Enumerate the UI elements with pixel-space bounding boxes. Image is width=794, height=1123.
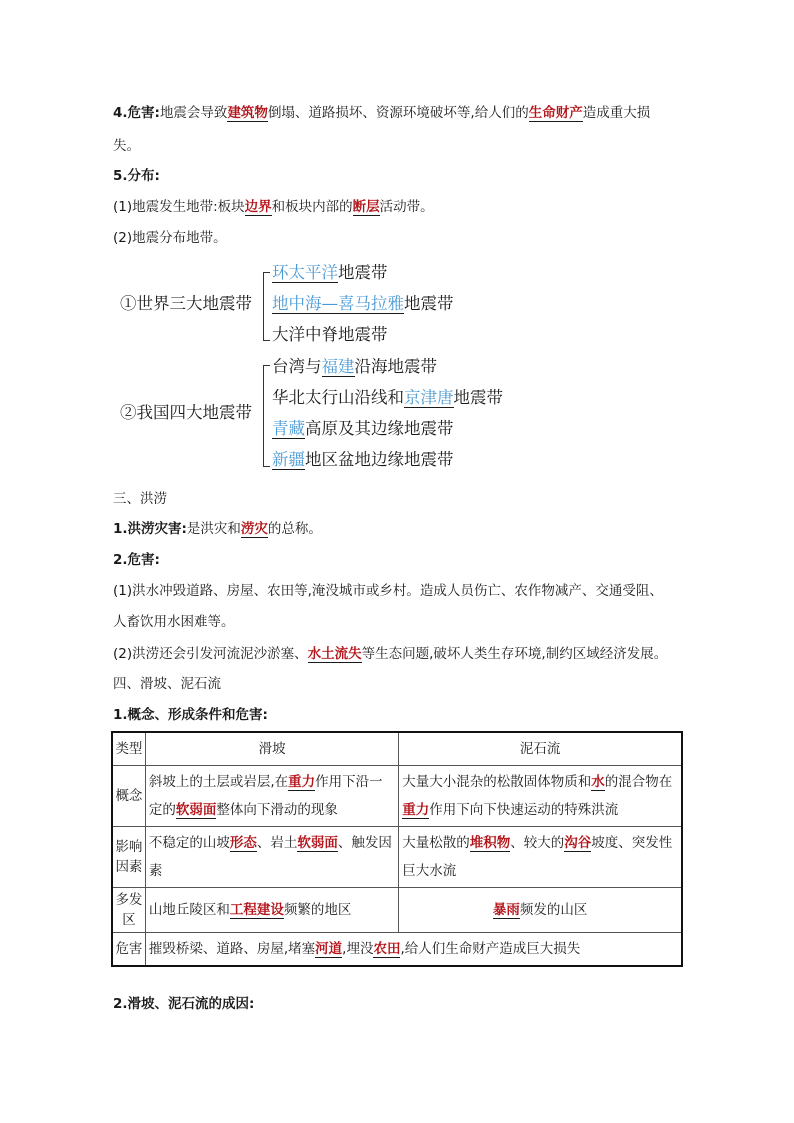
row-label-concept: 概念 [112, 766, 145, 827]
row-label-factors: 影响因素 [112, 827, 145, 888]
keyword-waterlogging: 涝灾 [240, 521, 268, 537]
row-label-prone-area: 多发区 [112, 888, 145, 933]
hazard-number: 4. [113, 105, 128, 121]
keyword-fujian: 福建 [321, 357, 355, 376]
keyword-jingjintang: 京津唐 [404, 388, 454, 407]
table-row [112, 888, 682, 933]
landslide-section-title: 四、滑坡、泥石流 [113, 676, 221, 692]
landslide-heading: 1.概念、形成条件和危害: [113, 707, 268, 723]
flood-hazard-p2: (2)洪涝还会引发河流泥沙淤塞、水土流失等生态问题,破坏人类生存环境,制约区域经济发展。 [113, 646, 668, 662]
earthquake-hazard-line [113, 104, 650, 122]
hazard-continuation: 失。 [113, 138, 140, 154]
concept-debris-flow: 大量大小混杂的松散固体物质和水的混合物在重力作用下向下快速运动的特殊洪流 [399, 766, 682, 827]
area-landslide: 山地丘陵区和工程建设频繁的地区 [145, 888, 398, 933]
distribution-item-2: (2)地震分布地带。 [113, 230, 227, 246]
keyword-buildings: 建筑物 [227, 105, 268, 121]
table-row [112, 766, 682, 827]
factors-debris-flow: 大量松散的堆积物、较大的沟谷坡度、突发性巨大水流 [399, 827, 682, 888]
hazard-text: 造成重大损 [582, 105, 651, 121]
keyword-boundary: 边界 [244, 199, 272, 215]
landslide-cause-heading: 2.滑坡、泥石流的成因: [113, 996, 255, 1012]
header-landslide: 滑坡 [145, 732, 398, 766]
china-belts-label: ②我国四大地震带 [120, 403, 252, 422]
world-belts-brace [263, 272, 270, 341]
flood-section-title: 三、洪涝 [113, 491, 167, 507]
factors-landslide: 不稳定的山坡形态、岩土软弱面、触发因素 [145, 827, 398, 888]
world-belt-3: 大洋中脊地震带 [272, 325, 388, 344]
flood-hazard-p1: (1)洪水冲毁道路、房屋、农田等,淹没城市或乡村。造成人员伤亡、农作物减产、交通受阻、 [113, 583, 663, 599]
flood-hazard-p1-cont: 人畜饮用水困难等。 [113, 614, 235, 630]
china-belt-1: 台湾与福建沿海地震带 [272, 357, 437, 376]
china-belt-2: 华北太行山沿线和京津唐地震带 [272, 388, 503, 407]
keyword-fault: 断层 [352, 199, 380, 215]
hazard-label: 危害: [127, 105, 160, 121]
concept-landslide: 斜坡上的土层或岩层,在重力作用下沿一定的软弱面整体向下滑动的现象 [145, 766, 398, 827]
china-belt-3: 青藏高原及其边缘地震带 [272, 419, 454, 438]
china-belt-4: 新疆地区盆地边缘地震带 [272, 450, 454, 469]
keyword-soil-erosion: 水土流失 [307, 646, 362, 662]
header-type: 类型 [112, 732, 145, 766]
table-row [112, 827, 682, 888]
keyword-qingzang: 青藏 [272, 419, 305, 438]
area-debris-flow: 暴雨频发的山区 [399, 888, 682, 933]
keyword-pacific: 环太平洋 [272, 263, 338, 282]
distribution-heading: 5.分布: [113, 168, 160, 184]
keyword-life-property: 生命财产 [528, 105, 583, 121]
hazard-text: 倒塌、道路损坏、资源环境破坏等,给人们的 [267, 105, 529, 121]
keyword-xinjiang: 新疆 [272, 450, 305, 469]
world-belts-label: ①世界三大地震带 [120, 294, 252, 313]
hazard-both: 摧毁桥梁、道路、房屋,堵塞河道,埋没农田,给人们生命财产造成巨大损失 [145, 933, 682, 967]
hazard-text: 地震会导致 [159, 105, 228, 121]
distribution-item-1: (1)地震发生地带:板块边界和板块内部的断层活动带。 [113, 199, 434, 215]
table-row [112, 732, 682, 766]
header-debris-flow: 泥石流 [399, 732, 682, 766]
world-belt-1: 环太平洋地震带 [272, 263, 388, 282]
table-row [112, 933, 682, 967]
china-belts-brace [263, 365, 270, 467]
flood-hazard-heading: 2.危害: [113, 552, 160, 568]
flood-definition: 1.洪涝灾害:是洪灾和涝灾的总称。 [113, 521, 322, 537]
keyword-mediterranean-himalaya: 地中海—喜马拉雅 [272, 294, 404, 313]
world-belt-2: 地中海—喜马拉雅地震带 [272, 294, 454, 313]
landslide-table [111, 731, 683, 967]
row-label-hazard: 危害 [112, 933, 145, 967]
